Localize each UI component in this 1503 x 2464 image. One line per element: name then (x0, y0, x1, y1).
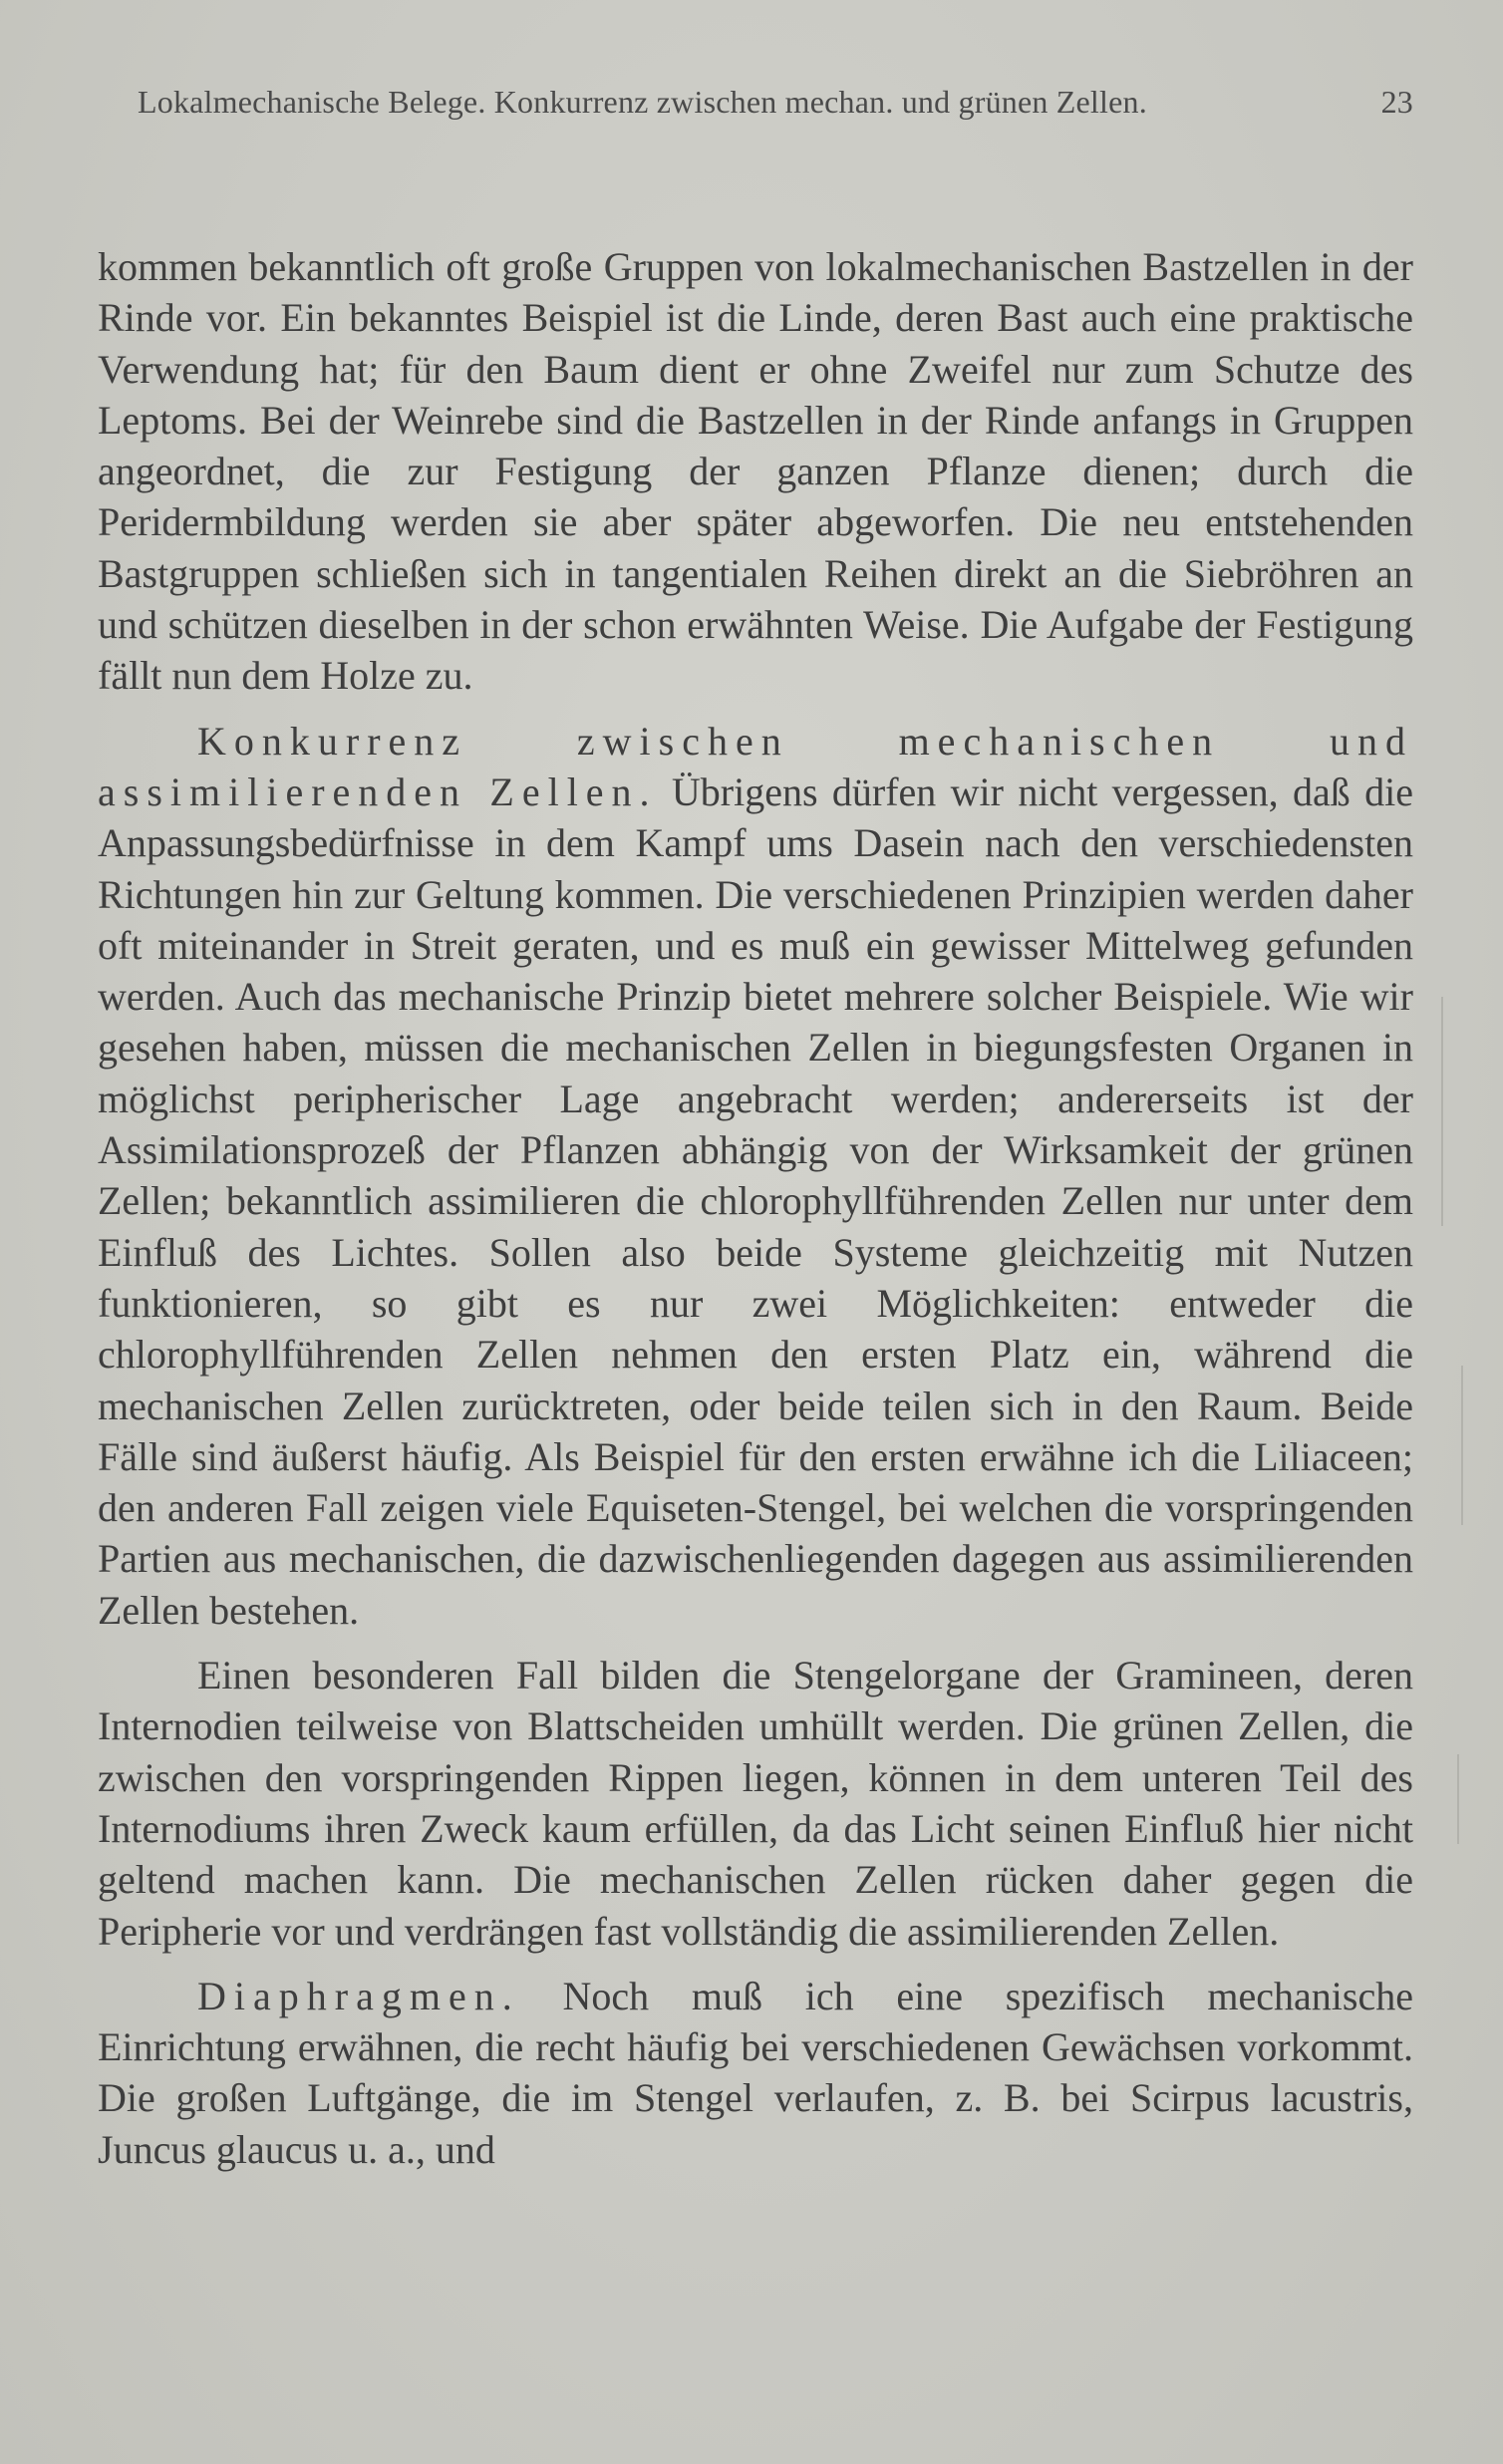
paragraph-text: Übrigens dürfen wir nicht vergessen, daß die Anpassungsbedürfnisse in dem Kampf ums Dasein nach den verschiedensten Richtungen hin zur Geltung kommen. Die verschiedenen Prinzipien werden daher oft miteinander in Streit geraten, und es muß ein gewisser Mittelweg gefunden werden. Auch das mechanische Prinzip bietet mehrere solcher Beispiele. Wie wir gesehen haben, müssen die mechanischen Zellen in biegungsfesten Organen in möglichst peripherischer Lage angebracht werden; andererseits ist der Assimilationsprozeß der Pflanzen abhängig von der Wirksamkeit der grünen Zellen; bekanntlich assimilieren die chlorophyllführenden Zellen nur unter dem Einfluß des Lichtes. Sollen also beide Systeme gleichzeitig mit Nutzen funktionieren, so gibt es nur zwei Möglichkeiten: entweder die chlorophyllführenden Zellen nehmen den ersten Platz ein, während die mechanischen Zellen zurücktreten, oder beide teilen sich in den Raum. Beide Fälle sind äußerst häufig. Als Beispiel für den ersten erwähne ich die Liliaceen; den anderen Fall zeigen viele Equiseten-Stengel, bei welchen die vorspringenden Partien aus mechanischen, die dazwischenliegenden dagegen aus assimilierenden Zellen bestehen. (98, 769, 1413, 1633)
paragraph-diaphragmen (98, 1971, 1413, 2175)
running-head (98, 80, 1413, 140)
page-number: 23 (1380, 84, 1413, 120)
paragraph-text: kommen bekanntlich oft große Gruppen von lokalmechanischen Bastzellen in der Rinde vor. Ein bekanntes Beispiel ist die Linde, deren Bast auch eine praktische Verwendung hat; für den Baum dient er ohne Zweifel nur zum Schutze des Leptoms. Bei der Weinrebe sind die Bastzellen in der Rinde anfangs in Gruppen angeordnet, die zur Festigung der ganzen Pflanze dienen; durch die Peridermbildung werden sie aber später abgeworfen. Die neu entstehenden Bastgruppen schließen sich in tangentialen Reihen direkt an die Siebröhren an und schützen dieselben in der schon erwähnten Weise. Die Aufgabe der Festigung fällt nun dem Holze zu. (98, 244, 1413, 699)
margin-scan-mark (1457, 1754, 1459, 1844)
paragraph-text: Einen besonderen Fall bilden die Stengelorgane der Gramineen, deren Internodien teilweise von Blattscheiden umhüllt werden. Die grünen Zellen, die zwischen den vorspringenden Rippen liegen, können in dem unteren Teil des Internodiums ihren Zweck kaum erfüllen, da das Licht seinen Einfluß hier nicht geltend machen kann. Die mechanischen Zellen rücken daher gegen die Peripherie vor und verdrängen fast vollständig die assimilierenden Zellen. (98, 1653, 1413, 1954)
paragraph-text: Noch muß ich eine spezifisch mechanische Einrichtung erwähnen, die recht häufig bei verschiedenen Gewächsen vorkommt. Die großen Luftgänge, die im Stengel verlaufen, z. B. bei Scirpus lacustris, Juncus glaucus u. a., und (98, 1973, 1413, 2172)
running-head-title: Lokalmechanische Belege. Konkurrenz zwischen mechan. und grünen Zellen. (138, 84, 1147, 120)
paragraph-konkurrenz (98, 716, 1413, 1636)
section-heading-konkurrenz: Konkurrenz zwischen mechanischen und assimilierenden Zellen. (98, 718, 1413, 814)
paragraph-gramineen (98, 1650, 1413, 1957)
section-heading-diaphragmen: Diaphragmen. (197, 1973, 520, 2018)
margin-scan-mark (1461, 1366, 1463, 1525)
paragraph-continuation (98, 241, 1413, 702)
book-page (98, 80, 1413, 2175)
body-text (98, 241, 1413, 2175)
margin-scan-mark (1441, 997, 1443, 1226)
